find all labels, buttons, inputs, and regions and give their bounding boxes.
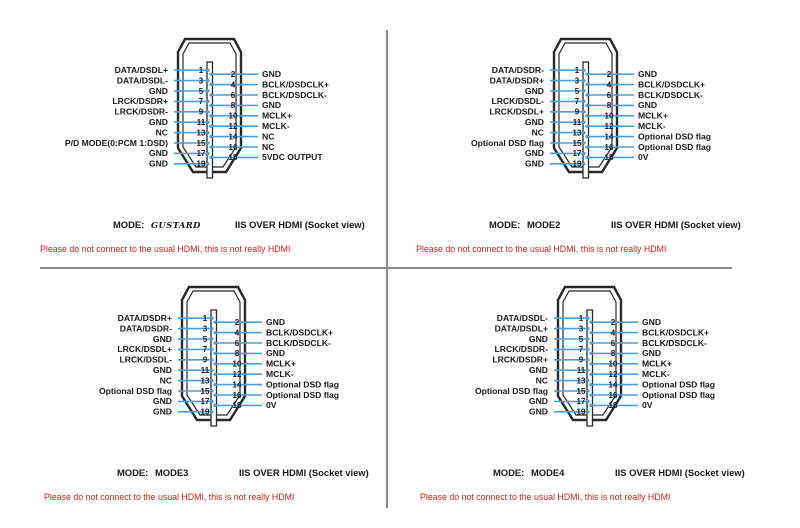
pin-label-left: GND [528,333,548,344]
pin-label-left: LRCK/DSDR- [494,344,548,355]
pin-contact-dot [210,389,213,392]
pin-label-right: 0V [638,152,649,163]
pin-contact-dot [210,369,213,372]
pin-contact-dot [209,156,212,159]
pin-number-odd: 7 [574,97,580,107]
pin-label-left: NC [535,375,548,386]
pin-label-right: BCLK/DSDCLK- [262,89,327,100]
mode-name: MODE3 [155,467,189,478]
pin-label-left: DATA/DSDR- [491,65,544,75]
pin-contact-dot [589,352,592,355]
pin-label-left: LRCK/DSDL- [119,354,172,365]
pin-number-odd: 11 [572,118,582,127]
not-hdmi-warning: Please do not connect to the usual HDMI, this is not really HDMI [40,244,291,254]
mode-prefix: MODE: [489,219,521,230]
pin-number-odd: 15 [576,386,586,396]
pin-label-left: LRCK/DSDR- [114,106,168,117]
pin-number-even: 12 [604,122,614,131]
pin-label-left: GND [148,148,168,159]
pin-contact-dot [209,145,212,148]
pin-label-left: NC [531,127,544,138]
pin-label-left: LRCK/DSDL- [491,96,544,107]
pin-number-even: 10 [232,359,242,369]
pin-contact-dot [209,93,212,96]
pin-number-even: 18 [608,401,618,411]
pin-number-even: 10 [228,111,238,121]
pin-label-right: BCLK/DSDCLK- [266,337,331,348]
pin-label-left: DATA/DSDL+ [494,323,548,334]
pin-number-odd: 17 [200,397,210,407]
pin-label-right: MCLK- [266,369,294,379]
pin-label-right: MCLK- [262,121,290,131]
pin-number-even: 16 [604,142,614,152]
pin-contact-dot [210,410,213,413]
pin-number-even: 4 [606,80,612,90]
pin-number-even: 14 [608,380,618,390]
pin-contact-dot [585,156,588,159]
pin-contact-dot [586,389,589,392]
pin-number-even: 8 [230,101,236,111]
pin-number-odd: 7 [198,97,204,107]
pin-number-odd: 11 [200,366,210,375]
pin-contact-dot [210,337,213,340]
pin-contact-dot [213,352,216,355]
pin-number-even: 6 [610,338,616,348]
pin-contact-dot [213,321,216,324]
not-hdmi-warning: Please do not connect to the usual HDMI, this is not really HDMI [44,492,295,502]
pin-number-odd: 13 [196,128,206,138]
pin-number-even: 6 [606,90,612,100]
pin-number-even: 6 [230,90,236,100]
pin-label-left: GND [152,396,172,407]
pin-contact-dot [206,69,209,72]
pin-number-odd: 17 [572,149,582,159]
pin-number-even: 12 [608,370,618,379]
pin-number-even: 16 [608,390,618,400]
pin-label-left: Optional DSD flag [474,385,548,396]
pin-number-odd: 15 [200,386,210,396]
pinout-panel-gustard [0,30,386,280]
pin-number-even: 12 [232,370,242,379]
pin-label-left: GND [528,396,548,407]
pin-number-odd: 9 [578,355,584,365]
pin-contact-dot [206,79,209,82]
pin-contact-dot [586,358,589,361]
pin-label-right: Optional DSD flag [266,389,340,400]
pin-number-odd: 17 [576,397,586,407]
pin-label-left: DATA/DSDR+ [489,75,544,86]
pin-contact-dot [585,104,588,107]
pin-number-odd: 9 [574,107,580,117]
pin-contact-dot [206,89,209,92]
pin-label-right: BCLK/DSDCLK- [638,89,703,100]
pin-label-right: BCLK/DSDCLK+ [262,79,330,90]
pin-number-even: 2 [234,318,240,327]
pin-contact-dot [585,145,588,148]
pin-contact-dot [210,358,213,361]
pin-label-right: MCLK- [642,369,670,379]
mode-prefix: MODE: [117,467,149,478]
pin-contact-dot [586,410,589,413]
pin-label-left: GND [524,85,544,96]
pin-label-right: Optional DSD flag [638,131,712,142]
pin-number-even: 8 [610,349,616,359]
pin-number-odd: 7 [202,345,208,355]
pin-contact-dot [206,162,209,165]
pin-contact-dot [206,100,209,103]
pin-contact-dot [206,131,209,134]
pin-contact-dot [582,162,585,165]
pin-number-even: 4 [610,328,616,338]
pin-contact-dot [582,152,585,155]
pin-label-right: NC [262,131,275,142]
pin-number-odd: 15 [572,138,582,148]
pin-number-odd: 5 [198,86,204,96]
pin-contact-dot [585,73,588,76]
pin-contact-dot [209,125,212,128]
pin-number-even: 8 [606,101,612,111]
pin-number-odd: 17 [196,149,206,159]
pin-contact-dot [213,331,216,334]
pin-contact-dot [586,337,589,340]
pin-contact-dot [586,348,589,351]
pin-contact-dot [582,89,585,92]
pin-label-right: Optional DSD flag [642,389,716,400]
pin-number-odd: 3 [198,76,204,86]
pin-contact-dot [582,79,585,82]
pin-number-even: 4 [230,80,236,90]
pin-number-odd: 11 [576,366,586,375]
mode-prefix: MODE: [493,467,525,478]
pin-number-even: 18 [228,153,238,163]
pin-label-left: GND [524,148,544,159]
pin-label-right: GND [642,317,662,327]
pin-label-left: GND [148,117,168,127]
pin-label-right: MCLK+ [266,358,296,369]
pin-contact-dot [582,131,585,134]
pin-contact-dot [210,400,213,403]
pin-label-right: GND [638,69,658,79]
pin-number-even: 18 [604,153,614,163]
pin-label-right: MCLK+ [638,110,668,121]
pin-number-odd: 3 [202,324,208,334]
pinout-panel-mode4 [380,278,766,528]
pin-label-right: GND [266,317,286,327]
pin-number-even: 14 [228,132,238,142]
pin-contact-dot [206,121,209,124]
pin-contact-dot [210,348,213,351]
pin-label-left: LRCK/DSDR+ [492,354,548,365]
pin-number-even: 14 [604,132,614,142]
pin-label-left: GND [152,406,172,417]
pin-label-left: DATA/DSDL+ [114,65,168,75]
pin-number-odd: 1 [578,314,584,323]
socket-view-caption: IIS OVER HDMI (Socket view) [615,467,745,478]
pin-contact-dot [589,373,592,376]
pin-label-right: GND [262,69,282,79]
pin-contact-dot [586,379,589,382]
pin-number-odd: 11 [196,118,206,127]
pin-contact-dot [586,317,589,320]
pin-number-odd: 5 [574,86,580,96]
pin-number-odd: 13 [200,376,210,386]
pin-label-right: BCLK/DSDCLK- [642,337,707,348]
pin-label-right: GND [262,100,282,111]
pin-label-left: GND [148,85,168,96]
pin-contact-dot [209,83,212,86]
pin-contact-dot [589,383,592,386]
pin-label-right: NC [262,141,275,152]
pin-contact-dot [589,362,592,365]
mode-name: MODE2 [527,219,561,230]
pin-number-odd: 13 [572,128,582,138]
pin-number-even: 6 [234,338,240,348]
pin-number-odd: 19 [572,159,582,169]
pin-number-even: 16 [228,142,238,152]
pin-label-left: GND [148,158,168,169]
pin-label-left: Optional DSD flag [98,385,172,396]
pin-contact-dot [213,373,216,376]
pin-contact-dot [209,104,212,107]
pin-contact-dot [585,135,588,138]
pin-contact-dot [206,152,209,155]
pin-contact-dot [213,393,216,396]
pin-label-right: 5VDC OUTPUT [262,152,323,163]
pin-label-right: GND [266,348,286,359]
pin-label-left: DATA/DSDL- [496,313,548,323]
pin-label-left: DATA/DSDL- [116,75,168,86]
pin-label-left: GND [524,117,544,127]
pin-number-even: 12 [228,122,238,131]
pin-contact-dot [585,93,588,96]
pin-contact-dot [209,73,212,76]
pin-contact-dot [582,121,585,124]
pin-contact-dot [213,404,216,407]
pin-contact-dot [586,400,589,403]
pin-contact-dot [589,393,592,396]
pin-label-right: MCLK- [638,121,666,131]
pin-number-even: 4 [234,328,240,338]
pin-contact-dot [213,362,216,365]
pin-number-odd: 1 [198,66,204,75]
pin-label-right: BCLK/DSDCLK+ [266,327,334,338]
pin-label-right: BCLK/DSDCLK+ [642,327,710,338]
socket-view-caption: IIS OVER HDMI (Socket view) [239,467,369,478]
pin-contact-dot [213,341,216,344]
pin-label-left: GND [152,333,172,344]
pinout-panel-mode2 [376,30,762,280]
pin-number-even: 18 [232,401,242,411]
pin-label-right: MCLK+ [262,110,292,121]
pin-number-even: 2 [606,70,612,79]
pin-number-even: 2 [610,318,616,327]
pin-contact-dot [582,141,585,144]
pin-label-right: Optional DSD flag [642,379,716,390]
pin-label-left: LRCK/DSDL+ [489,106,544,117]
pin-number-even: 10 [604,111,614,121]
pin-label-left: GND [524,158,544,169]
pin-label-left: NC [159,375,172,386]
pin-number-odd: 19 [576,407,586,417]
pin-number-odd: 13 [576,376,586,386]
pin-label-right: BCLK/DSDCLK+ [638,79,706,90]
pin-number-odd: 7 [578,345,584,355]
pin-label-left: GND [528,365,548,375]
mode-name: GUSTARD [151,220,201,230]
pin-contact-dot [209,135,212,138]
pin-label-left: LRCK/DSDL+ [117,344,172,355]
pin-label-right: GND [638,100,658,111]
pin-number-even: 10 [608,359,618,369]
pin-label-right: GND [642,348,662,359]
pin-number-odd: 3 [574,76,580,86]
pin-contact-dot [582,100,585,103]
pin-label-right: Optional DSD flag [266,379,340,390]
pin-label-right: MCLK+ [642,358,672,369]
pin-number-even: 14 [232,380,242,390]
pin-contact-dot [209,114,212,117]
pin-contact-dot [589,341,592,344]
pin-contact-dot [585,114,588,117]
pin-contact-dot [585,125,588,128]
mode-name: MODE4 [531,467,565,478]
pin-contact-dot [213,383,216,386]
pin-label-left: Optional DSD flag [470,137,544,148]
pin-label-left: GND [152,365,172,375]
pin-label-left: GND [528,406,548,417]
pin-label-left: P/D MODE(0:PCM 1:DSD) [64,137,168,148]
pin-contact-dot [206,141,209,144]
socket-view-caption: IIS OVER HDMI (Socket view) [611,219,741,230]
pin-contact-dot [585,83,588,86]
pin-label-left: DATA/DSDR+ [117,313,172,323]
socket-view-caption: IIS OVER HDMI (Socket view) [235,219,365,230]
pin-label-left: LRCK/DSDR+ [112,96,168,107]
pin-label-right: 0V [266,400,277,411]
not-hdmi-warning: Please do not connect to the usual HDMI, this is not really HDMI [416,244,667,254]
not-hdmi-warning: Please do not connect to the usual HDMI, this is not really HDMI [420,492,671,502]
pin-contact-dot [206,110,209,113]
pin-contact-dot [589,404,592,407]
pin-contact-dot [586,327,589,330]
pin-number-even: 8 [234,349,240,359]
pin-contact-dot [210,317,213,320]
pin-number-odd: 1 [202,314,208,323]
pin-number-odd: 9 [198,107,204,117]
pin-number-odd: 19 [196,159,206,169]
pin-contact-dot [210,327,213,330]
pin-label-right: Optional DSD flag [638,141,712,152]
mode-prefix: MODE: [113,219,145,230]
pin-number-odd: 5 [578,334,584,344]
pin-number-even: 2 [230,70,236,79]
pin-label-left: NC [155,127,168,138]
pin-contact-dot [589,321,592,324]
pin-number-odd: 15 [196,138,206,148]
pinout-panel-mode3 [4,278,390,528]
pin-contact-dot [210,379,213,382]
pin-label-right: 0V [642,400,653,411]
pin-number-odd: 5 [202,334,208,344]
pin-number-even: 16 [232,390,242,400]
pin-number-odd: 19 [200,407,210,417]
pin-contact-dot [586,369,589,372]
pin-contact-dot [589,331,592,334]
pin-contact-dot [582,69,585,72]
pin-number-odd: 9 [202,355,208,365]
pin-contact-dot [582,110,585,113]
pin-number-odd: 3 [578,324,584,334]
pin-label-left: DATA/DSDR- [119,323,172,334]
pin-number-odd: 1 [574,66,580,75]
